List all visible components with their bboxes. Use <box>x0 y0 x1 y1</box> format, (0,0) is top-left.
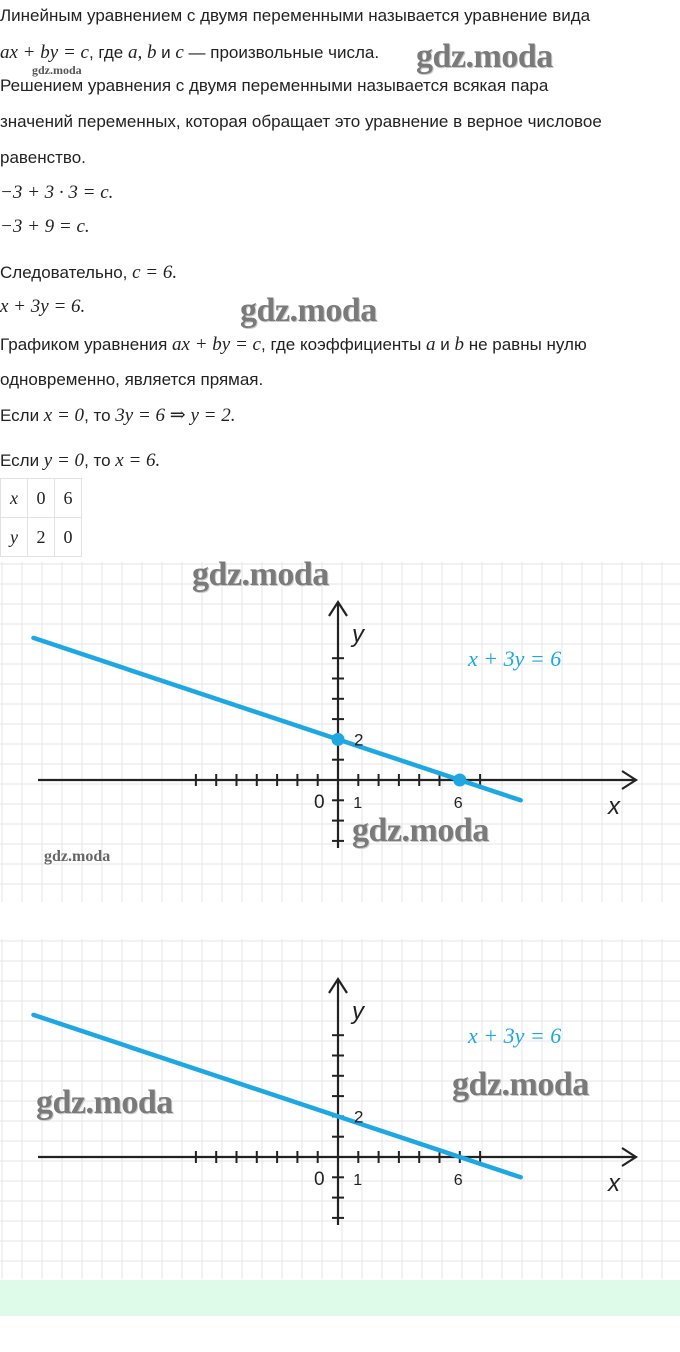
table-row <box>1 518 82 557</box>
final-equation: x + 3y = 6. <box>0 296 86 317</box>
values-table <box>0 478 82 557</box>
series-label: x + 3y = 6 <box>468 646 562 671</box>
watermark-logo: gdz.moda <box>352 812 489 849</box>
series-label: x + 3y = 6 <box>468 1023 562 1048</box>
table-cell: 2 <box>28 518 55 557</box>
case-x-zero: Если x = 0, то 3y = 6 ⇒ y = 2. <box>0 405 236 426</box>
definition-line-1: Линейным уравнением с двумя переменными называется уравнение вида <box>0 6 591 25</box>
solution-def-line-1: Решением уравнения с двумя переменными называется всякая пара <box>0 76 549 95</box>
watermark-logo: gdz.moda <box>36 1084 173 1121</box>
table-cell: x <box>1 479 28 518</box>
watermark-logo: gdz.moda <box>452 1066 589 1103</box>
watermark-logo: gdz.moda <box>192 556 329 593</box>
x-tick-label: 6 <box>453 1172 463 1189</box>
x-tick-label: 1 <box>353 1172 363 1189</box>
x-tick-label: 1 <box>353 795 363 812</box>
table-cell: y <box>1 518 28 557</box>
case-y-zero: Если y = 0, то x = 6. <box>0 450 161 471</box>
table-cell: 0 <box>55 518 82 557</box>
y-tick-label: 2 <box>354 1107 364 1127</box>
x-axis-label: x <box>608 793 620 820</box>
calc-line-1: −3 + 3 · 3 = c. <box>0 182 114 203</box>
bottom-band <box>0 1280 680 1316</box>
graph-def-line-1: Графиком уравнения ax + by = c, где коэффициенты a и b не равны нулю <box>0 334 587 355</box>
therefore-line: Следовательно, c = 6. <box>0 262 178 283</box>
data-point <box>453 774 466 787</box>
definition-line-2: ax + by = c, где a, b и c — произвольные числа. <box>0 42 380 63</box>
graph-def-line-2: одновременно, является прямая. <box>0 370 264 389</box>
solution-def-line-3: равенство. <box>0 148 86 167</box>
origin-label: 0 <box>314 792 325 813</box>
y-axis-label: y <box>352 998 364 1025</box>
table-cell: 0 <box>28 479 55 518</box>
watermark-logo: gdz.moda <box>240 292 377 329</box>
y-axis-label: y <box>352 621 364 648</box>
table-cell: 6 <box>55 479 82 518</box>
x-axis-label: x <box>608 1170 620 1197</box>
table-row <box>1 479 82 518</box>
watermark-logo-small: gdz.moda <box>44 848 111 865</box>
origin-label: 0 <box>314 1169 325 1190</box>
x-tick-label: 6 <box>453 795 463 812</box>
solution-def-line-2: значений переменных, которая обращает это уравнение в верное числовое <box>0 112 602 131</box>
watermark-logo-small: gdz.moda <box>32 63 82 77</box>
data-point <box>332 733 345 746</box>
y-tick-label: 2 <box>354 730 364 750</box>
definition-equation: ax + by = c <box>0 42 89 63</box>
calc-line-2: −3 + 9 = c. <box>0 216 90 237</box>
watermark-logo: gdz.moda <box>416 38 553 75</box>
